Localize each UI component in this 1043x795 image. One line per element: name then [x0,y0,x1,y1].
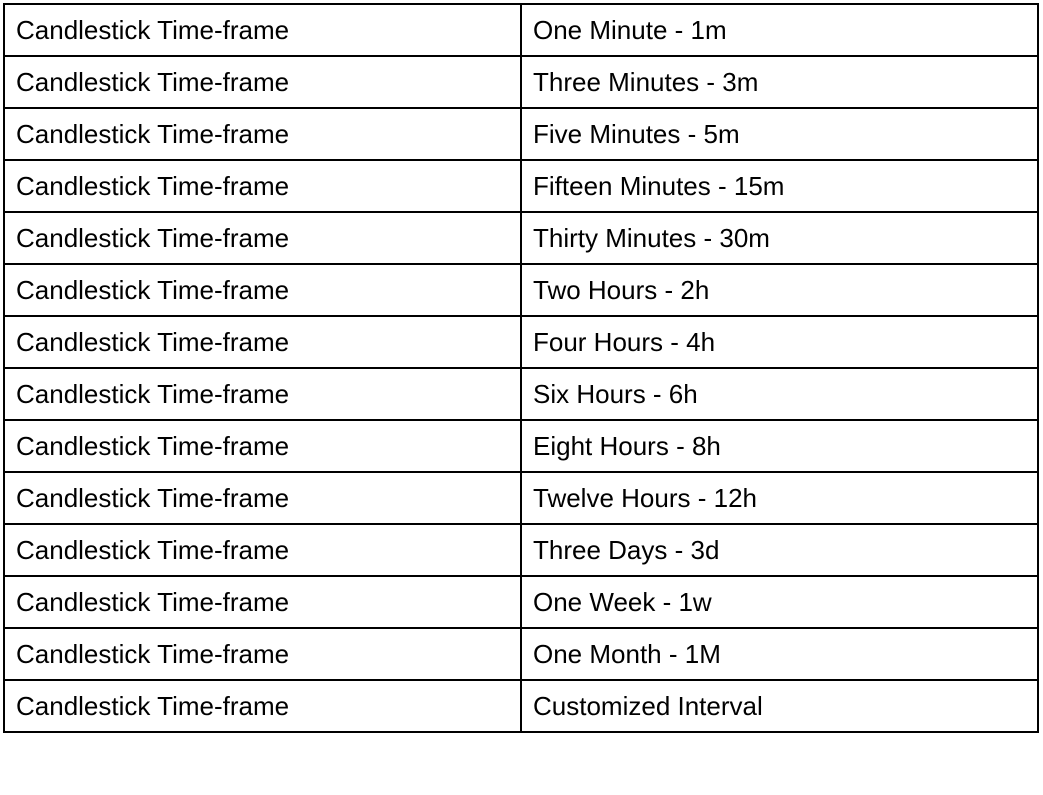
row-label-cell: Candlestick Time-frame [4,472,521,524]
table-row [4,628,1038,680]
row-value-cell: Twelve Hours - 12h [521,472,1038,524]
row-label-cell: Candlestick Time-frame [4,160,521,212]
row-value-cell: Three Minutes - 3m [521,56,1038,108]
row-label-cell: Candlestick Time-frame [4,264,521,316]
table-row [4,108,1038,160]
row-label-cell: Candlestick Time-frame [4,680,521,732]
table-row [4,212,1038,264]
row-label-cell: Candlestick Time-frame [4,368,521,420]
row-label-cell: Candlestick Time-frame [4,108,521,160]
row-label-cell: Candlestick Time-frame [4,524,521,576]
table-row [4,576,1038,628]
row-label-cell: Candlestick Time-frame [4,56,521,108]
table-row [4,316,1038,368]
row-value-cell: One Month - 1M [521,628,1038,680]
row-label-cell: Candlestick Time-frame [4,628,521,680]
row-value-cell: Two Hours - 2h [521,264,1038,316]
table-row [4,368,1038,420]
row-value-cell: Five Minutes - 5m [521,108,1038,160]
table-row [4,4,1038,56]
row-label-cell: Candlestick Time-frame [4,576,521,628]
row-value-cell: Six Hours - 6h [521,368,1038,420]
row-label-cell: Candlestick Time-frame [4,4,521,56]
row-value-cell: One Minute - 1m [521,4,1038,56]
timeframe-table [3,3,1039,733]
row-value-cell: Eight Hours - 8h [521,420,1038,472]
row-label-cell: Candlestick Time-frame [4,316,521,368]
table-row [4,56,1038,108]
table-row [4,472,1038,524]
row-value-cell: Thirty Minutes - 30m [521,212,1038,264]
table-row [4,524,1038,576]
table-row [4,680,1038,732]
row-label-cell: Candlestick Time-frame [4,212,521,264]
table-row [4,160,1038,212]
row-value-cell: Fifteen Minutes - 15m [521,160,1038,212]
row-value-cell: One Week - 1w [521,576,1038,628]
row-value-cell: Four Hours - 4h [521,316,1038,368]
row-value-cell: Customized Interval [521,680,1038,732]
row-value-cell: Three Days - 3d [521,524,1038,576]
table-row [4,264,1038,316]
row-label-cell: Candlestick Time-frame [4,420,521,472]
timeframe-table-body [4,4,1038,732]
table-row [4,420,1038,472]
